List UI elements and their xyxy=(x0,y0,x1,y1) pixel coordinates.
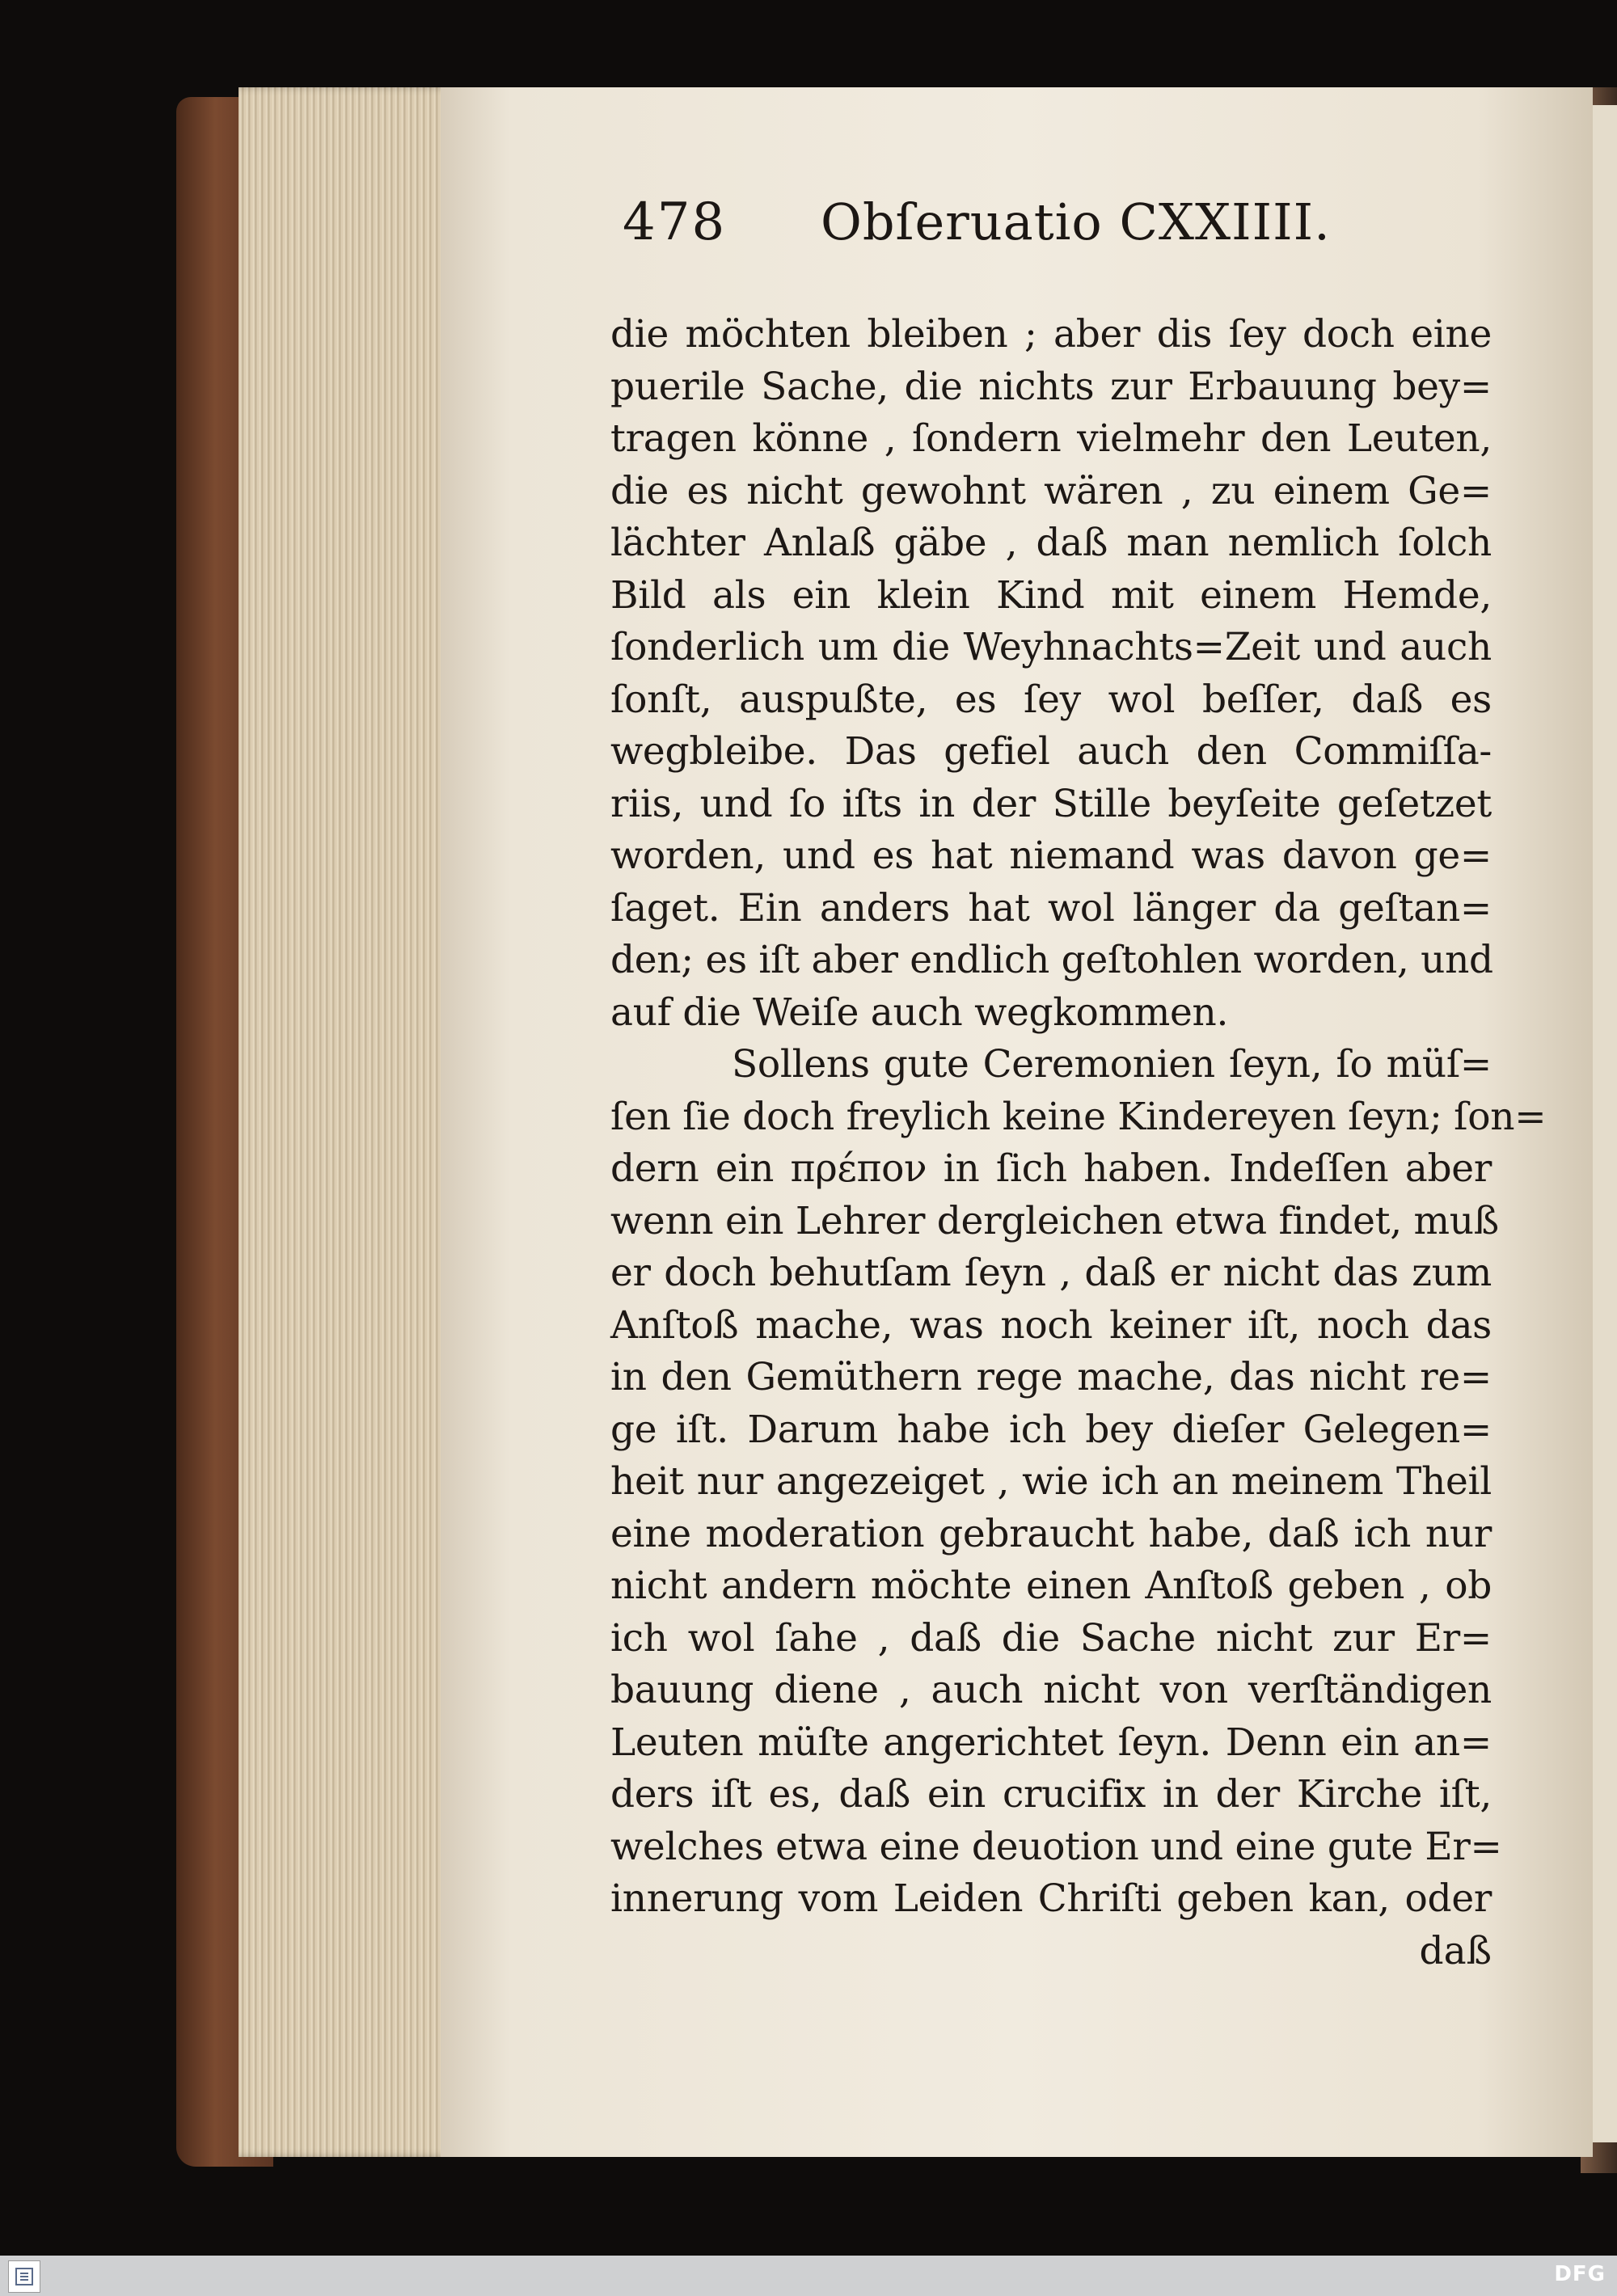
text-line: er doch behutſam ſeyn , daß er nicht das zum xyxy=(610,1251,1492,1295)
text-line: ſaget. Ein anders hat wol länger da geſtan= xyxy=(610,885,1492,931)
text-line: wenn ein Lehrer dergleichen etwa findet, muß xyxy=(610,1198,1499,1243)
text-line: ſonſt, auspußte, es ſey wol beſſer, daß es xyxy=(610,677,1492,722)
body-text xyxy=(610,309,1547,1977)
text-line: tragen könne , ſondern vielmehr den Leuten, xyxy=(610,416,1492,461)
page-header xyxy=(623,192,1431,273)
library-seal-icon[interactable] xyxy=(8,2260,40,2293)
running-head: Obſeruatio CXXIIII. xyxy=(821,192,1331,251)
page-edges xyxy=(239,87,469,2157)
text-line: in den Gemüthern rege mache, das nicht re= xyxy=(610,1355,1492,1399)
text-line: lächter Anlaß gäbe , daß man nemlich ſolch xyxy=(610,521,1492,565)
text-line: dern ein πρέπον in ſich haben. Indeſſen aber xyxy=(610,1146,1492,1191)
text-line: puerile Sache, die nichts zur Erbauung bey= xyxy=(610,364,1492,409)
text-line: eine moderation gebraucht habe, daß ich nur xyxy=(610,1511,1492,1556)
dfg-logo[interactable]: DFG xyxy=(1554,2262,1606,2286)
text-line: Bild als ein klein Kind mit einem Hemde, xyxy=(610,572,1492,618)
text-line: die möchten bleiben ; aber dis ſey doch eine xyxy=(610,312,1492,357)
text-line: ge iſt. Darum habe ich bey dieſer Gelegen= xyxy=(610,1407,1492,1452)
text-line: ſen ſie doch freylich keine Kindereyen ſeyn; ſon= xyxy=(610,1094,1547,1139)
text-line: ſonderlich um die Weyhnachts=Zeit und auch xyxy=(610,625,1492,669)
text-line: Leuten müſte angerichtet ſeyn. Denn ein an= xyxy=(610,1720,1492,1765)
catchword: daß xyxy=(1419,1928,1492,1973)
page-number: 478 xyxy=(623,192,727,252)
text-line: Anſtoß mache, was noch keiner iſt, noch das xyxy=(610,1302,1492,1348)
text-line: Sollens gute Ceremonien ſeyn, ſo müſ= xyxy=(732,1042,1492,1087)
text-line: nicht andern möchte einen Anſtoß geben , ob xyxy=(610,1564,1492,1608)
text-line: bauung diene , auch nicht von verſtändigen xyxy=(610,1668,1492,1712)
text-line: riis, und ſo iſts in der Stille beyſeite geſetzet xyxy=(610,781,1492,826)
text-line: wegbleibe. Das gefiel auch den Commiſſa- xyxy=(610,729,1492,774)
text-line: den; es iſt aber endlich geſtohlen worden, und xyxy=(610,938,1493,982)
text-line: die es nicht gewohnt wären , zu einem Ge= xyxy=(610,468,1492,513)
text-line: innerung vom Leiden Chriſti geben kan, oder xyxy=(610,1876,1492,1921)
viewer-footer xyxy=(0,2256,1617,2296)
text-line: worden, und es hat niemand was davon ge= xyxy=(610,834,1492,878)
text-line: ders iſt es, daß ein crucifix in der Kirche iſt, xyxy=(610,1772,1492,1817)
text-line: auf die Weiſe auch wegkommen. xyxy=(610,990,1229,1035)
catchword-row xyxy=(610,1926,1492,1978)
text-line: heit nur angezeiget , wie ich an meinem Theil xyxy=(610,1459,1492,1504)
text-line: ich wol ſahe , daß die Sache nicht zur Er= xyxy=(610,1615,1492,1661)
text-line: welches etwa eine deuotion und eine gute Er= xyxy=(610,1824,1502,1869)
